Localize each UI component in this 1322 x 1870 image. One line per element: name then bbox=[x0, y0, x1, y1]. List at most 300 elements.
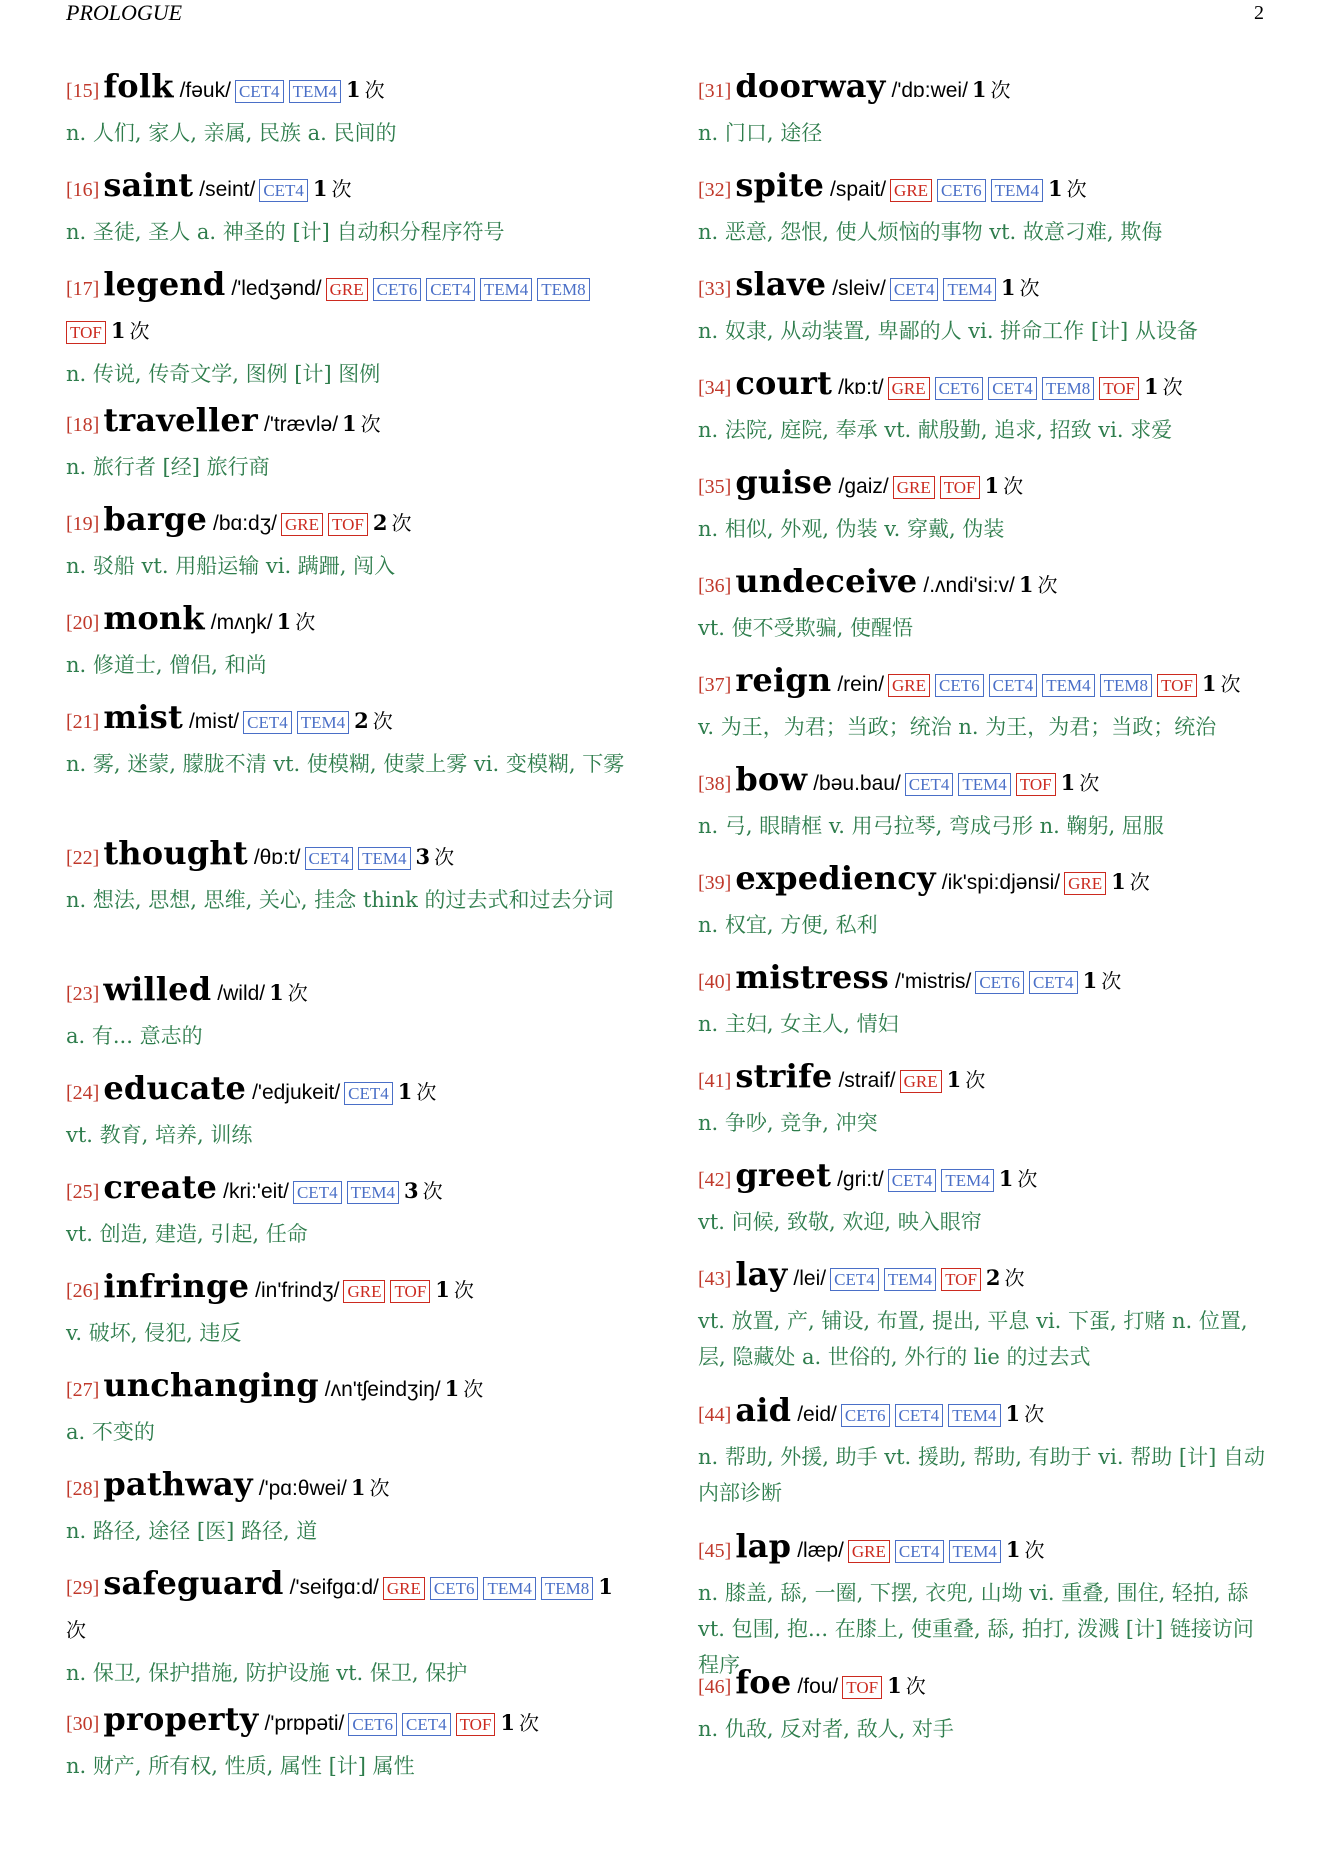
entry-index: [30] bbox=[66, 1713, 100, 1735]
entry-index: [46] bbox=[698, 1676, 732, 1698]
definition: v. 破坏, 侵犯, 违反 bbox=[66, 1321, 242, 1345]
entry-headline bbox=[698, 1058, 1268, 1105]
headword: doorway bbox=[735, 67, 886, 105]
count-number: 1 bbox=[345, 77, 361, 102]
occurrence-count bbox=[373, 511, 412, 535]
exam-tag: TOF bbox=[1099, 377, 1139, 400]
count-unit: 次 bbox=[391, 511, 412, 535]
exam-tag: GRE bbox=[888, 674, 930, 697]
occurrence-count bbox=[342, 412, 381, 436]
count-unit: 次 bbox=[1079, 771, 1100, 795]
entry-headline bbox=[66, 971, 636, 1018]
exam-tag: CET4 bbox=[989, 674, 1038, 697]
entry-index: [36] bbox=[698, 575, 732, 597]
entry-index: [33] bbox=[698, 278, 732, 300]
phonetic-transcription: /mist/ bbox=[188, 710, 240, 733]
definition: n. 膝盖, 舔, 一圈, 下摆, 衣兜, 山坳 vi. 重叠, 围住, 轻拍, 舔 vt. 包围, 抱... 在膝上, 使重叠, 舔, 拍打, 泼溅 [计] 链接访问程序 bbox=[698, 1581, 1254, 1677]
definition: n. 驳船 vt. 用船运输 vi. 蹒跚, 闯入 bbox=[66, 554, 396, 578]
exam-tag: CET4 bbox=[426, 278, 475, 301]
headword: mistress bbox=[735, 958, 889, 996]
exam-tag: TEM8 bbox=[1042, 377, 1094, 400]
count-number: 1 bbox=[110, 318, 126, 343]
exam-tag: GRE bbox=[900, 1070, 942, 1093]
definition: n. 圣徒, 圣人 a. 神圣的 [计] 自动积分程序符号 bbox=[66, 220, 505, 244]
occurrence-count bbox=[1019, 573, 1058, 597]
phonetic-transcription: /læp/ bbox=[797, 1539, 844, 1562]
headword: infringe bbox=[103, 1267, 250, 1305]
count-number: 1 bbox=[887, 1673, 902, 1698]
count-number: 1 bbox=[998, 1166, 1014, 1191]
entry-headline bbox=[66, 1070, 636, 1117]
vocab-entry bbox=[698, 1256, 1268, 1392]
count-unit: 次 bbox=[1162, 375, 1183, 399]
vocab-entry bbox=[698, 266, 1268, 365]
occurrence-count bbox=[416, 845, 455, 869]
phonetic-transcription: /'seifgɑ:d/ bbox=[289, 1576, 379, 1599]
exam-tag: TEM4 bbox=[948, 1404, 1000, 1427]
exam-tag: CET4 bbox=[895, 1540, 944, 1563]
entry-index: [42] bbox=[698, 1169, 732, 1191]
occurrence-count bbox=[111, 319, 150, 343]
entry-index: [28] bbox=[66, 1478, 100, 1500]
phonetic-transcription: /bɑ:dʒ/ bbox=[213, 512, 278, 535]
exam-tag: CET6 bbox=[348, 1713, 397, 1736]
entry-index: [35] bbox=[698, 476, 732, 498]
entry-index: [38] bbox=[698, 773, 732, 795]
entry-headline bbox=[66, 1701, 636, 1748]
exam-tag: CET6 bbox=[937, 179, 986, 202]
vocab-entry bbox=[66, 1268, 636, 1367]
vocab-entry bbox=[66, 1701, 636, 1800]
definition: n. 相似, 外观, 伪装 v. 穿戴, 伪装 bbox=[698, 517, 1005, 541]
vocab-entry bbox=[66, 1466, 636, 1565]
entry-headline bbox=[66, 167, 636, 214]
exam-tag: GRE bbox=[888, 377, 930, 400]
count-unit: 次 bbox=[364, 78, 385, 102]
headword: expediency bbox=[735, 859, 936, 897]
count-unit: 次 bbox=[1024, 1538, 1045, 1562]
occurrence-count bbox=[354, 709, 393, 733]
definition: n. 人们, 家人, 亲属, 民族 a. 民间的 bbox=[66, 121, 397, 145]
count-unit: 次 bbox=[360, 412, 381, 436]
exam-tag: GRE bbox=[343, 1280, 385, 1303]
exam-tag: GRE bbox=[893, 476, 935, 499]
occurrence-count bbox=[351, 1476, 390, 1500]
exam-tag: CET4 bbox=[895, 1404, 944, 1427]
vocab-entry bbox=[66, 1070, 636, 1169]
exam-tag: CET6 bbox=[975, 971, 1024, 994]
entry-headline bbox=[66, 600, 636, 647]
exam-tag: GRE bbox=[281, 513, 323, 536]
exam-tag: CET4 bbox=[1029, 971, 1078, 994]
entry-headline bbox=[66, 1565, 636, 1655]
entry-headline bbox=[66, 1367, 636, 1414]
phonetic-transcription: /gri:t/ bbox=[837, 1168, 884, 1191]
headword: saint bbox=[103, 166, 194, 204]
count-unit: 次 bbox=[1101, 969, 1122, 993]
headword: legend bbox=[103, 265, 226, 303]
count-unit: 次 bbox=[1003, 474, 1024, 498]
count-number: 1 bbox=[342, 411, 357, 436]
phonetic-transcription: /lei/ bbox=[793, 1267, 827, 1290]
entry-headline bbox=[66, 501, 636, 548]
entry-headline bbox=[698, 1392, 1268, 1439]
entry-index: [32] bbox=[698, 179, 732, 201]
vocab-entry bbox=[66, 1367, 636, 1466]
definition: vt. 问候, 致敬, 欢迎, 映入眼帘 bbox=[698, 1210, 982, 1234]
count-number: 1 bbox=[276, 609, 292, 634]
entry-index: [24] bbox=[66, 1082, 100, 1104]
occurrence-count bbox=[999, 1167, 1038, 1191]
exam-tag: CET6 bbox=[841, 1404, 890, 1427]
exam-tag: TOF bbox=[66, 321, 106, 344]
count-number: 1 bbox=[444, 1376, 460, 1401]
page-header bbox=[0, 0, 1322, 30]
exam-tag: CET6 bbox=[935, 674, 984, 697]
exam-tag: TEM8 bbox=[1100, 674, 1152, 697]
entry-headline bbox=[66, 1268, 636, 1315]
headword: property bbox=[103, 1700, 259, 1738]
vocab-entry bbox=[66, 1565, 636, 1701]
definition: n. 保卫, 保护措施, 防护设施 vt. 保卫, 保护 bbox=[66, 1661, 468, 1685]
headword: bow bbox=[735, 760, 808, 798]
entry-index: [44] bbox=[698, 1404, 732, 1426]
headword: lay bbox=[735, 1255, 788, 1293]
exam-tag: CET4 bbox=[988, 377, 1037, 400]
occurrence-count bbox=[435, 1278, 474, 1302]
entry-index: [39] bbox=[698, 872, 732, 894]
vocab-entry bbox=[66, 600, 636, 699]
headword: barge bbox=[103, 500, 208, 538]
count-number: 1 bbox=[1144, 374, 1159, 399]
headword: educate bbox=[103, 1069, 247, 1107]
phonetic-transcription: /straif/ bbox=[838, 1069, 896, 1092]
count-number: 1 bbox=[350, 1475, 366, 1500]
headword: folk bbox=[103, 67, 174, 105]
vocab-entry bbox=[66, 68, 636, 167]
occurrence-count bbox=[500, 1711, 539, 1735]
definition: n. 权宜, 方便, 私利 bbox=[698, 913, 878, 937]
headword: thought bbox=[103, 834, 248, 872]
phonetic-transcription: /'ledʒənd/ bbox=[231, 277, 322, 300]
exam-tag: TOF bbox=[328, 513, 368, 536]
count-unit: 次 bbox=[1024, 1402, 1045, 1426]
headword: pathway bbox=[103, 1465, 253, 1503]
entry-headline bbox=[698, 266, 1268, 313]
occurrence-count bbox=[313, 177, 352, 201]
vocab-entry bbox=[698, 167, 1268, 266]
entry-index: [37] bbox=[698, 674, 732, 696]
count-number: 2 bbox=[985, 1265, 1001, 1290]
occurrence-count bbox=[1006, 1538, 1045, 1562]
occurrence-count bbox=[277, 610, 316, 634]
entry-index: [41] bbox=[698, 1070, 732, 1092]
vocab-entry bbox=[698, 860, 1268, 959]
definition: vt. 放置, 产, 铺设, 布置, 提出, 平息 vi. 下蛋, 打赌 n. 位置, 层, 隐藏处 a. 世俗的, 外行的 lie 的过去式 bbox=[698, 1309, 1248, 1369]
phonetic-transcription: /rein/ bbox=[837, 673, 885, 696]
vocab-entry bbox=[698, 959, 1268, 1058]
count-unit: 次 bbox=[372, 709, 393, 733]
vocab-entry bbox=[698, 1527, 1268, 1677]
entry-headline bbox=[66, 699, 636, 746]
vocab-entry bbox=[66, 402, 636, 501]
count-unit: 次 bbox=[1220, 672, 1241, 696]
vocab-entry bbox=[66, 501, 636, 600]
exam-tag: TOF bbox=[456, 1713, 496, 1736]
definition: n. 门口, 途径 bbox=[698, 121, 823, 145]
headword: foe bbox=[735, 1663, 792, 1701]
exam-tag: TEM4 bbox=[958, 773, 1010, 796]
count-number: 1 bbox=[1060, 770, 1076, 795]
entry-index: [31] bbox=[698, 80, 732, 102]
definition: n. 旅行者 [经] 旅行商 bbox=[66, 455, 270, 479]
count-unit: 次 bbox=[965, 1068, 986, 1092]
exam-tag: TOF bbox=[842, 1676, 882, 1699]
count-unit: 次 bbox=[422, 1179, 443, 1203]
vocab-entry bbox=[698, 365, 1268, 464]
definition: n. 法院, 庭院, 奉承 vt. 献殷勤, 追求, 招致 vi. 求爱 bbox=[698, 418, 1173, 442]
exam-tag: TEM4 bbox=[1042, 674, 1094, 697]
count-unit: 次 bbox=[1037, 573, 1058, 597]
entry-index: [25] bbox=[66, 1181, 100, 1203]
headword: mist bbox=[103, 698, 183, 736]
entry-index: [26] bbox=[66, 1280, 100, 1302]
definition: n. 恶意, 怨恨, 使人烦恼的事物 vt. 故意刁难, 欺侮 bbox=[698, 220, 1163, 244]
vocab-entry bbox=[698, 1058, 1268, 1157]
chapter-title: PROLOGUE bbox=[66, 0, 183, 25]
phonetic-transcription: /wild/ bbox=[217, 982, 266, 1005]
entry-headline bbox=[698, 761, 1268, 808]
entry-index: [45] bbox=[698, 1540, 732, 1562]
entry-index: [29] bbox=[66, 1577, 100, 1599]
count-unit: 次 bbox=[1017, 1167, 1038, 1191]
entry-index: [19] bbox=[66, 513, 100, 535]
headword: unchanging bbox=[103, 1366, 319, 1404]
count-unit: 次 bbox=[129, 319, 150, 343]
entry-headline bbox=[698, 563, 1268, 610]
count-number: 1 bbox=[971, 77, 987, 102]
left-column bbox=[66, 68, 636, 1800]
count-number: 1 bbox=[312, 176, 328, 201]
entry-index: [27] bbox=[66, 1379, 100, 1401]
phonetic-transcription: /'prɒpəti/ bbox=[264, 1712, 345, 1735]
vocab-entry bbox=[698, 464, 1268, 563]
count-number: 1 bbox=[1082, 968, 1098, 993]
exam-tag: TEM4 bbox=[991, 179, 1043, 202]
exam-tag: GRE bbox=[848, 1540, 890, 1563]
count-number: 1 bbox=[1018, 572, 1034, 597]
exam-tag: TOF bbox=[940, 476, 980, 499]
exam-tag: CET6 bbox=[935, 377, 984, 400]
definition: n. 雾, 迷蒙, 朦胧不清 vt. 使模糊, 使蒙上雾 vi. 变模糊, 下雾 bbox=[66, 752, 625, 776]
count-number: 1 bbox=[1048, 176, 1063, 201]
count-unit: 次 bbox=[66, 1618, 86, 1642]
count-number: 2 bbox=[354, 708, 369, 733]
count-unit: 次 bbox=[1066, 177, 1087, 201]
occurrence-count bbox=[346, 78, 385, 102]
occurrence-count bbox=[947, 1068, 986, 1092]
phonetic-transcription: /fou/ bbox=[797, 1675, 839, 1698]
phonetic-transcription: /'mistris/ bbox=[895, 970, 972, 993]
exam-tag: TEM8 bbox=[537, 278, 589, 301]
count-unit: 次 bbox=[453, 1278, 474, 1302]
phonetic-transcription: /fəuk/ bbox=[179, 79, 231, 102]
count-number: 3 bbox=[415, 844, 431, 869]
count-unit: 次 bbox=[1004, 1266, 1025, 1290]
exam-tag: CET4 bbox=[344, 1082, 393, 1105]
entry-index: [22] bbox=[66, 847, 100, 869]
phonetic-transcription: /gaiz/ bbox=[838, 475, 889, 498]
count-unit: 次 bbox=[434, 845, 455, 869]
exam-tag: CET4 bbox=[243, 711, 292, 734]
phonetic-transcription: /.ʌndi'si:v/ bbox=[923, 574, 1015, 597]
exam-tag: CET4 bbox=[402, 1713, 451, 1736]
vocab-entry bbox=[66, 1169, 636, 1268]
count-number: 1 bbox=[984, 473, 1000, 498]
exam-tag: CET6 bbox=[373, 278, 422, 301]
occurrence-count bbox=[445, 1377, 484, 1401]
entry-headline bbox=[698, 167, 1268, 214]
entry-headline bbox=[698, 662, 1268, 709]
vocab-entry bbox=[66, 167, 636, 266]
headword: create bbox=[103, 1168, 218, 1206]
vocab-entry bbox=[66, 699, 636, 835]
count-unit: 次 bbox=[287, 981, 308, 1005]
entry-index: [18] bbox=[66, 414, 100, 436]
phonetic-transcription: /mʌŋk/ bbox=[210, 611, 273, 634]
entry-index: [16] bbox=[66, 179, 100, 201]
phonetic-transcription: /θɒ:t/ bbox=[253, 846, 301, 869]
count-number: 1 bbox=[1000, 275, 1016, 300]
count-number: 1 bbox=[500, 1710, 516, 1735]
phonetic-transcription: /bəu.bau/ bbox=[813, 772, 901, 795]
count-number: 1 bbox=[946, 1067, 962, 1092]
count-number: 3 bbox=[403, 1178, 419, 1203]
entry-headline bbox=[66, 1466, 636, 1513]
occurrence-count bbox=[1048, 177, 1087, 201]
exam-tag: CET6 bbox=[430, 1577, 479, 1600]
definition: vt. 教育, 培养, 训练 bbox=[66, 1123, 253, 1147]
count-unit: 次 bbox=[295, 610, 316, 634]
entry-index: [17] bbox=[66, 278, 100, 300]
headword: greet bbox=[735, 1156, 832, 1194]
occurrence-count bbox=[1111, 870, 1150, 894]
entry-headline bbox=[698, 1157, 1268, 1204]
entry-index: [20] bbox=[66, 612, 100, 634]
count-number: 1 bbox=[1005, 1401, 1021, 1426]
count-unit: 次 bbox=[369, 1476, 390, 1500]
occurrence-count bbox=[1006, 1402, 1045, 1426]
entry-index: [40] bbox=[698, 971, 732, 993]
definition: n. 弓, 眼睛框 v. 用弓拉琴, 弯成弓形 n. 鞠躬, 屈服 bbox=[698, 814, 1164, 838]
definition: vt. 使不受欺骗, 使醒悟 bbox=[698, 616, 914, 640]
headword: aid bbox=[735, 1391, 792, 1429]
definition: n. 想法, 思想, 思维, 关心, 挂念 think 的过去式和过去分词 bbox=[66, 888, 614, 912]
headword: court bbox=[735, 364, 833, 402]
count-unit: 次 bbox=[1129, 870, 1150, 894]
entry-headline bbox=[698, 860, 1268, 907]
count-number: 1 bbox=[1111, 869, 1126, 894]
phonetic-transcription: /in'frindʒ/ bbox=[255, 1279, 340, 1302]
headword: traveller bbox=[103, 401, 258, 439]
count-unit: 次 bbox=[990, 78, 1011, 102]
phonetic-transcription: /eid/ bbox=[797, 1403, 837, 1426]
entry-headline bbox=[698, 365, 1268, 412]
phonetic-transcription: /kɒ:t/ bbox=[838, 376, 884, 399]
count-number: 1 bbox=[598, 1574, 613, 1599]
occurrence-count bbox=[986, 1266, 1025, 1290]
exam-tag: GRE bbox=[326, 278, 368, 301]
entry-headline bbox=[66, 266, 636, 356]
headword: lap bbox=[735, 1527, 792, 1565]
entry-index: [34] bbox=[698, 377, 732, 399]
vocab-entry bbox=[66, 971, 636, 1070]
entry-headline bbox=[66, 1169, 636, 1216]
exam-tag: TOF bbox=[941, 1268, 981, 1291]
count-unit: 次 bbox=[463, 1377, 484, 1401]
exam-tag: CET4 bbox=[305, 847, 354, 870]
headword: undeceive bbox=[735, 562, 918, 600]
phonetic-transcription: /ʌn'tʃeindʒiŋ/ bbox=[324, 1378, 441, 1401]
occurrence-count bbox=[1083, 969, 1122, 993]
vocab-entry bbox=[698, 761, 1268, 860]
exam-tag: TEM4 bbox=[297, 711, 349, 734]
definition: vt. 创造, 建造, 引起, 任命 bbox=[66, 1222, 308, 1246]
phonetic-transcription: /'dɒ:wei/ bbox=[891, 79, 968, 102]
vocab-entry bbox=[698, 563, 1268, 662]
occurrence-count bbox=[1202, 672, 1241, 696]
count-unit: 次 bbox=[331, 177, 352, 201]
headword: monk bbox=[103, 599, 205, 637]
count-unit: 次 bbox=[519, 1711, 540, 1735]
phonetic-transcription: /sleiv/ bbox=[832, 277, 886, 300]
headword: reign bbox=[735, 661, 832, 699]
exam-tag: TEM4 bbox=[289, 80, 341, 103]
phonetic-transcription: /seint/ bbox=[199, 178, 256, 201]
vocab-entry bbox=[698, 662, 1268, 761]
exam-tag: CET4 bbox=[905, 773, 954, 796]
definition: v. 为王，为君；当政；统治 n. 为王，为君；当政；统治 bbox=[698, 715, 1217, 739]
headword: spite bbox=[735, 166, 825, 204]
entry-headline bbox=[66, 68, 636, 115]
exam-tag: TEM4 bbox=[949, 1540, 1001, 1563]
exam-tag: TEM4 bbox=[483, 1577, 535, 1600]
exam-tag: GRE bbox=[890, 179, 932, 202]
exam-tag: TEM4 bbox=[347, 1181, 399, 1204]
count-number: 2 bbox=[372, 510, 388, 535]
count-number: 1 bbox=[397, 1079, 413, 1104]
entry-headline bbox=[698, 959, 1268, 1006]
entry-headline bbox=[698, 68, 1268, 115]
entry-index: [43] bbox=[698, 1268, 732, 1290]
occurrence-count bbox=[985, 474, 1024, 498]
exam-tag: GRE bbox=[383, 1577, 425, 1600]
definition: n. 传说, 传奇文学, 图例 [计] 图例 bbox=[66, 362, 381, 386]
exam-tag: CET4 bbox=[890, 278, 939, 301]
vocab-entry bbox=[698, 1157, 1268, 1256]
exam-tag: CET4 bbox=[259, 179, 308, 202]
vocab-entry bbox=[698, 1664, 1268, 1763]
phonetic-transcription: /ik'spi:djənsi/ bbox=[941, 871, 1061, 894]
entry-headline bbox=[66, 402, 636, 449]
occurrence-count bbox=[404, 1179, 443, 1203]
exam-tag: TEM8 bbox=[541, 1577, 593, 1600]
entry-headline bbox=[698, 1664, 1268, 1711]
definition: a. 不变的 bbox=[66, 1420, 155, 1444]
definition: n. 仇敌, 反对者, 敌人, 对手 bbox=[698, 1717, 954, 1741]
entry-index: [21] bbox=[66, 711, 100, 733]
right-column bbox=[698, 68, 1268, 1763]
